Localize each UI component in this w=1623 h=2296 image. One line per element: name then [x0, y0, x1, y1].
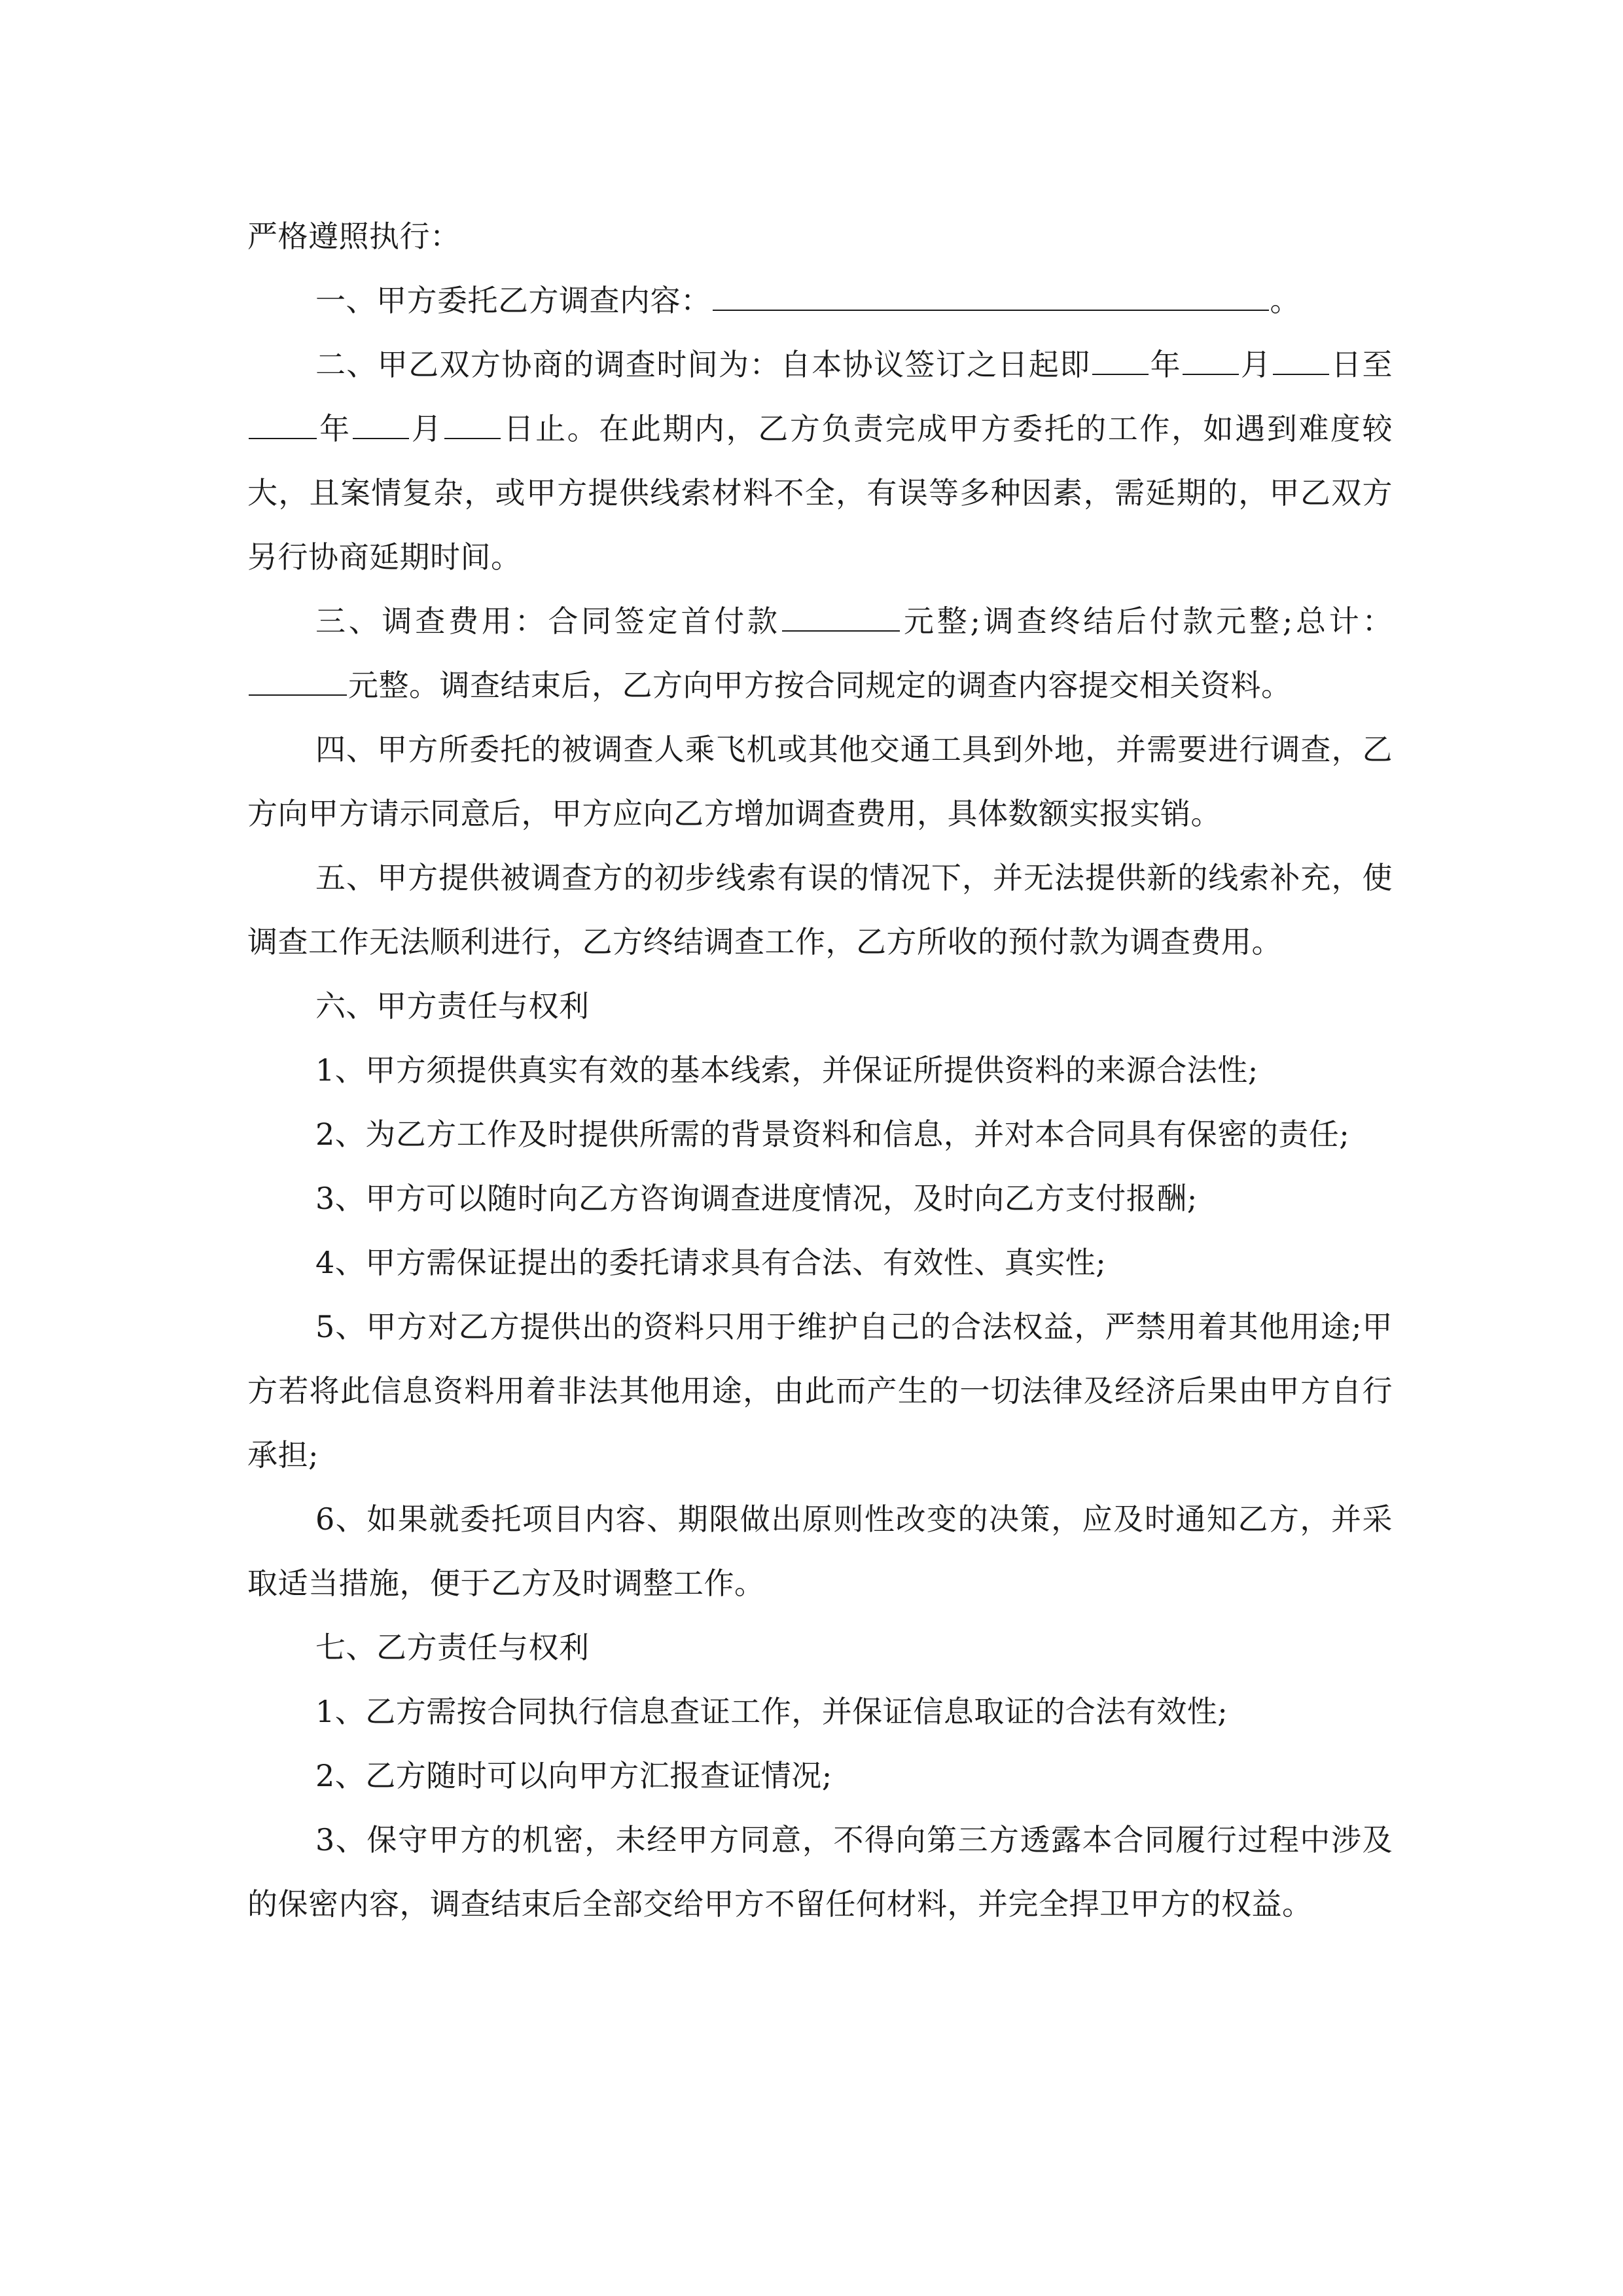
clause-6-item: 3、甲方可以随时向乙方咨询调查进度情况，及时向乙方支付报酬;: [315, 1181, 1198, 1216]
intro-text: 严格遵照执行：: [247, 219, 461, 254]
clause-1-end: 。: [1270, 283, 1300, 318]
clause-3-before: 三、调查费用：合同签定首付款: [315, 603, 781, 639]
start-year-blank[interactable]: [1092, 344, 1149, 375]
document-body: [247, 204, 1393, 1936]
month-label-2: 月: [410, 411, 444, 446]
clause-7-item: 2、乙方随时可以向甲方汇报查证情况;: [315, 1758, 832, 1793]
clause-6-item: 2、为乙方工作及时提供所需的背景资料和信息，并对本合同具有保密的责任;: [315, 1117, 1350, 1152]
clause-7-title: 七、乙方责任与权利: [315, 1630, 590, 1665]
clause-7-item: 3、保守甲方的机密，未经甲方同意，不得向第三方透露本合同履行过程中涉及的保密内容，调查结束后全部交给甲方不留任何材料，并完全捍卫甲方的权益。: [247, 1822, 1393, 1922]
clause-1: [247, 268, 1393, 332]
total-payment-blank[interactable]: [249, 664, 347, 696]
clause-6-item: 6、如果就委托项目内容、期限做出原则性改变的决策，应及时通知乙方，并采取适当措施，便于乙方及时调整工作。: [247, 1501, 1393, 1601]
clause-3-middle: 元整;调查终结后付款元整;总计：: [901, 603, 1393, 639]
clause-6-title: 六、甲方责任与权利: [315, 988, 590, 1024]
first-payment-blank[interactable]: [782, 600, 900, 632]
clause-6-item: 4、甲方需保证提出的委托请求具有合法、有效性、真实性;: [315, 1245, 1107, 1280]
day-label-1: 日至: [1330, 347, 1393, 382]
start-month-blank[interactable]: [1183, 344, 1239, 375]
month-label-1: 月: [1240, 347, 1272, 382]
end-month-blank[interactable]: [353, 408, 409, 439]
end-day-blank[interactable]: [444, 408, 501, 439]
clause-4: 四、甲方所委托的被调查人乘飞机或其他交通工具到外地，并需要进行调查，乙方向甲方请示同意后，甲方应向乙方增加调查费用，具体数额实报实销。: [247, 732, 1393, 831]
year-label-2: 年: [318, 411, 351, 446]
year-label-1: 年: [1149, 347, 1181, 382]
start-day-blank[interactable]: [1273, 344, 1329, 375]
investigation-content-blank[interactable]: [713, 279, 1269, 311]
clause-2: [247, 332, 1393, 589]
clause-3-after: 元整。调查结束后，乙方向甲方按合同规定的调查内容提交相关资料。: [348, 668, 1292, 703]
clause-3: [247, 589, 1393, 717]
clause-7-item: 1、乙方需按合同执行信息查证工作，并保证信息取证的合法有效性;: [315, 1694, 1228, 1729]
clause-6-item: 5、甲方对乙方提供出的资料只用于维护自己的合法权益，严禁用着其他用途;甲方若将此信息资料用着非法其他用途，由此而产生的一切法律及经济后果由甲方自行承担;: [247, 1309, 1393, 1473]
intro-paragraph: [247, 204, 1393, 268]
clause-1-text: 一、甲方委托乙方调查内容：: [315, 283, 711, 318]
clause-2-rest: 日止。在此期内，乙方负责完成甲方委托的工作，如遇到难度较大，且案情复杂，或甲方提供线索材料不全，有误等多种因素，需延期的，甲乙双方另行协商延期时间。: [247, 411, 1393, 575]
end-year-blank[interactable]: [249, 408, 317, 439]
clause-6-item: 1、甲方须提供真实有效的基本线索，并保证所提供资料的来源合法性;: [315, 1052, 1258, 1088]
clause-2-prefix: 二、甲乙双方协商的调查时间为：自本协议签订之日起即: [315, 347, 1091, 382]
clause-5: 五、甲方提供被调查方的初步线索有误的情况下，并无法提供新的线索补充，使调查工作无法顺利进行，乙方终结调查工作，乙方所收的预付款为调查费用。: [247, 860, 1393, 960]
